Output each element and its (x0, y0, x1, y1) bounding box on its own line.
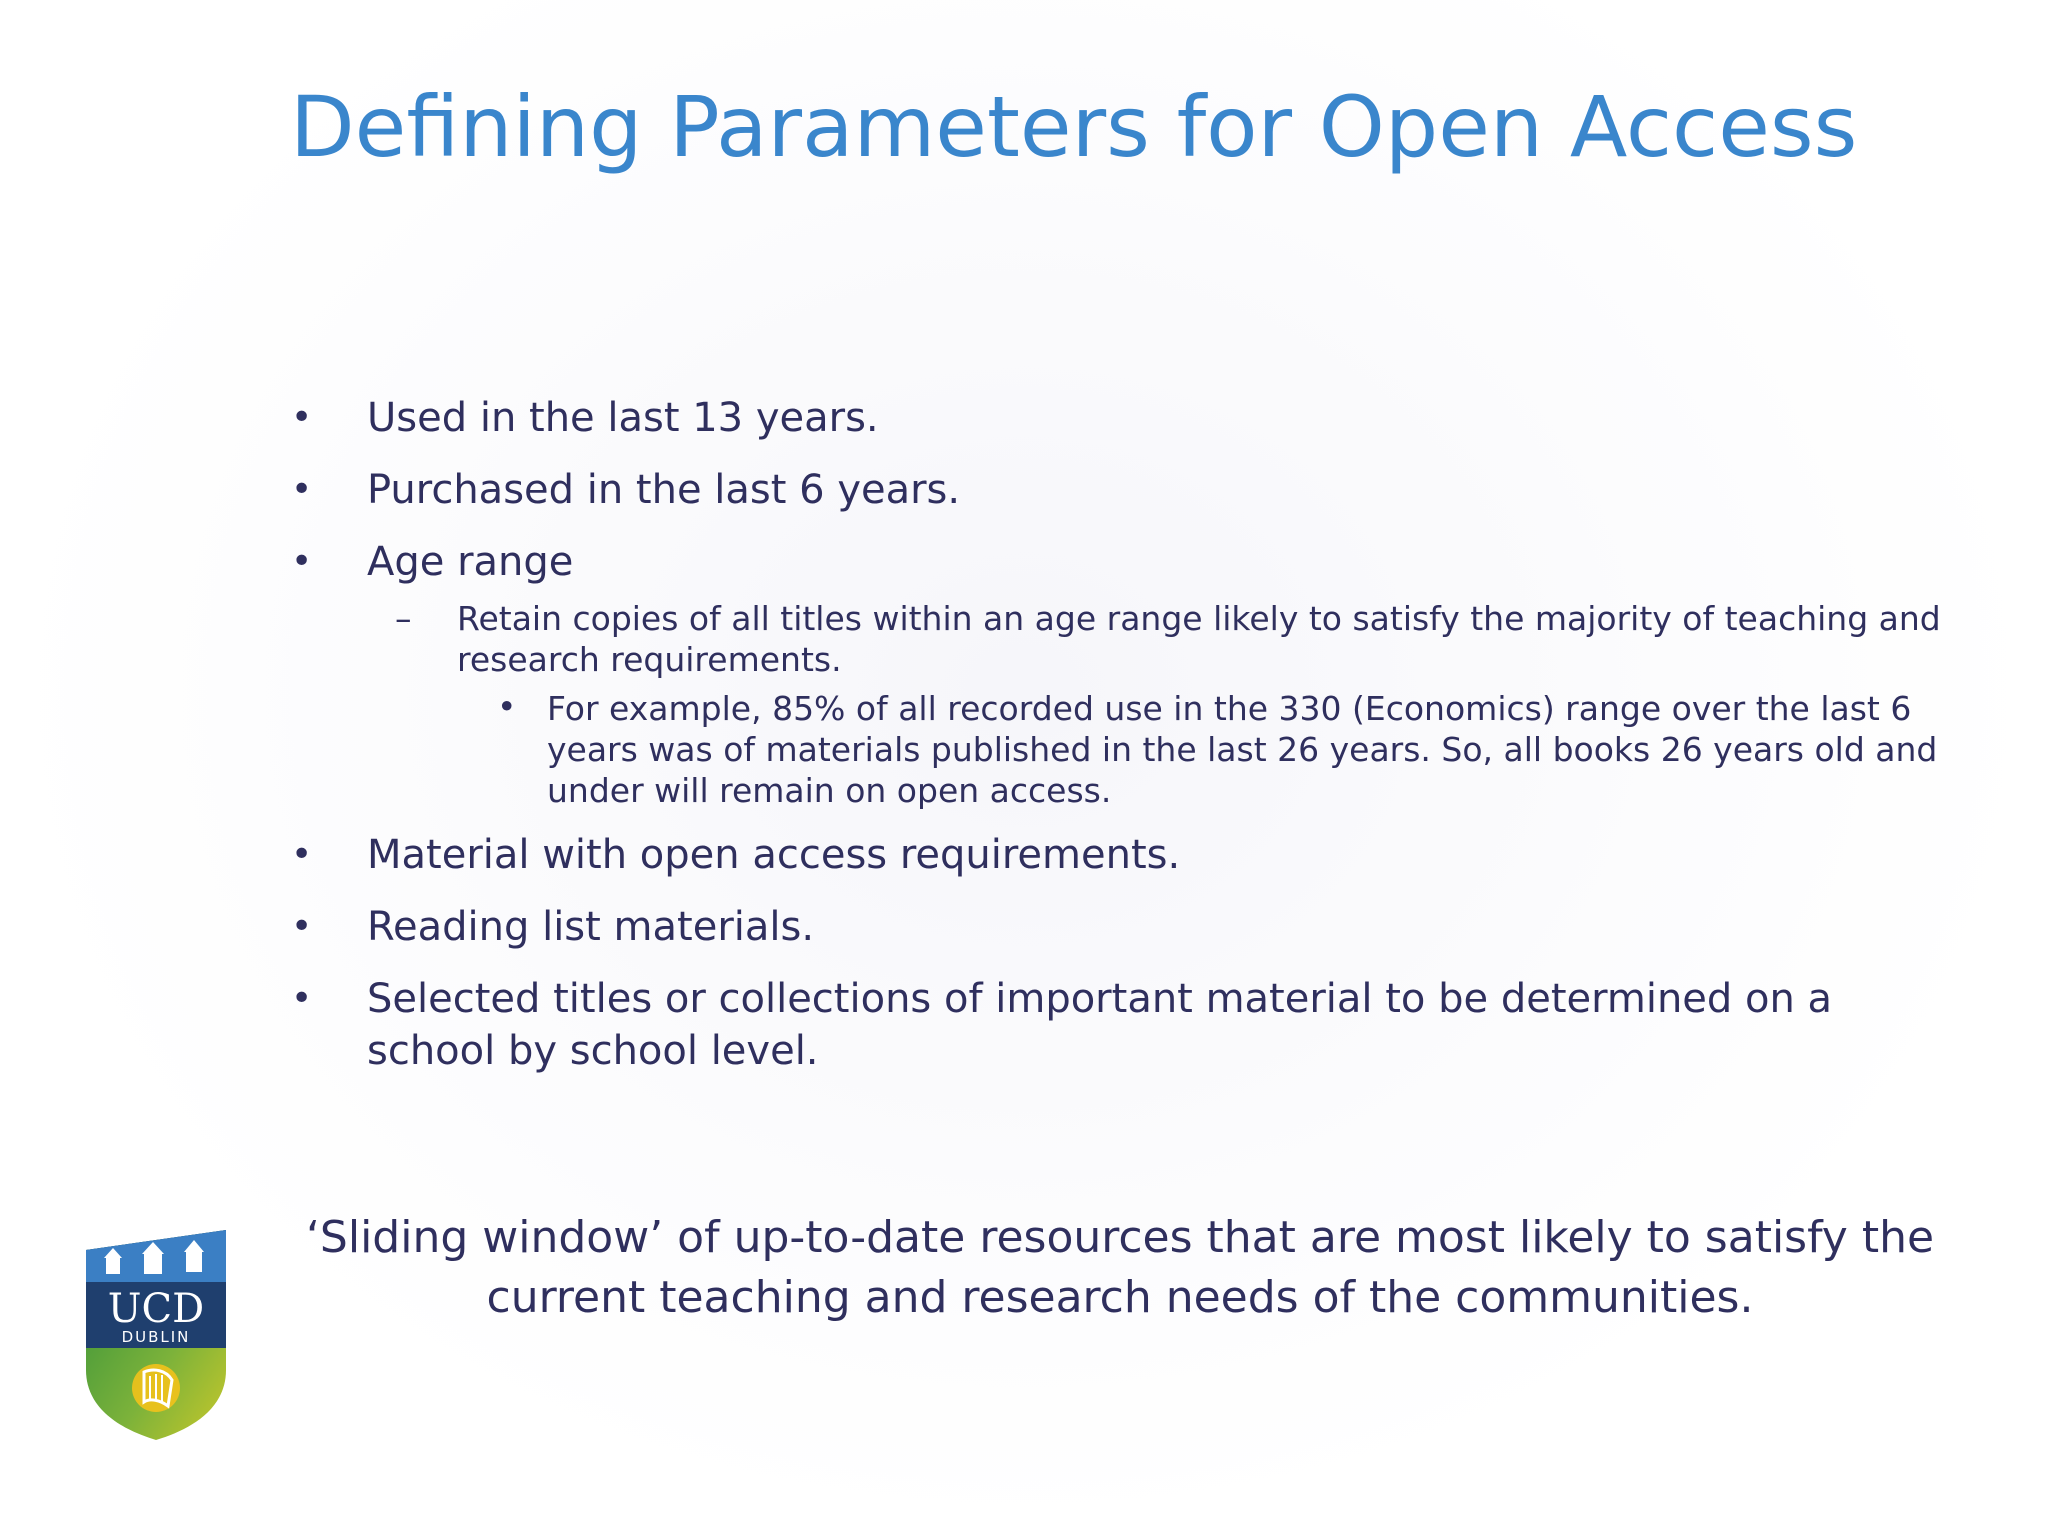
slide-title: Defining Parameters for Open Access (290, 78, 1858, 176)
harp-icon (132, 1364, 180, 1412)
sub-bullet-item: – Retain copies of all titles within an age range likely to satisfy the majority of teaching and research requirements. (395, 599, 1941, 679)
bullet-dot-icon: • (291, 978, 313, 1019)
bullet-dot-icon: • (291, 906, 313, 947)
dash-icon: – (395, 599, 412, 638)
footer-quote: ‘Sliding window’ of up-to-date resources that are most likely to satisfy the current teaching and research needs of the communities. (305, 1212, 1935, 1323)
bullet-dot-icon: • (291, 541, 313, 582)
ucd-logo (84, 1230, 228, 1440)
bullet-item: • Age range (367, 536, 573, 588)
bullet-item: • Material with open access requirements. (367, 829, 1180, 881)
sub-sub-bullet-item: • For example, 85% of all recorded use in the 330 (Economics) range over the last 6 years was of materials published in the last 26 years. So, all books 26 years old and under will remain on open access. (497, 687, 1938, 810)
bullet-dot-icon: • (291, 469, 313, 510)
logo-subtext: DUBLIN (121, 1328, 191, 1346)
bullet-item: • Selected titles or collections of important material to be determined on a school by school level. (367, 973, 1927, 1077)
bullet-item: • Used in the last 13 years. (367, 392, 879, 444)
bullet-dot-icon: • (291, 834, 313, 875)
bullet-dot-icon: • (291, 397, 313, 438)
logo-text: UCD (107, 1286, 205, 1332)
bullet-item: • Reading list materials. (367, 901, 814, 953)
bullet-item: • Purchased in the last 6 years. (367, 464, 960, 516)
bullet-dot-icon: • (497, 687, 517, 726)
